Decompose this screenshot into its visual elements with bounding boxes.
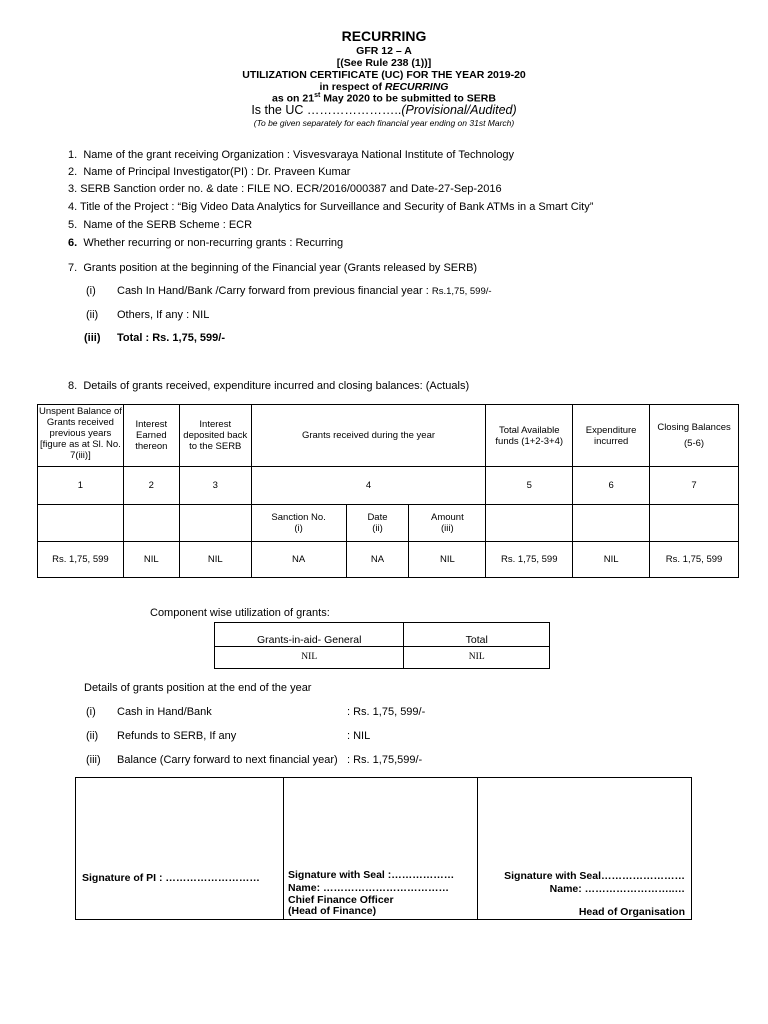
grants-table	[37, 404, 739, 578]
date-sup: st	[314, 92, 321, 99]
end-pos-i-label: Cash in Hand/Bank	[117, 706, 212, 718]
end-pos-ii-value: : NIL	[347, 730, 371, 742]
end-pos-iii-value: : Rs. 1,75,599/-	[347, 754, 423, 766]
table-row	[38, 542, 739, 578]
component-header-gia: Grants-in-aid- General	[215, 623, 404, 647]
end-pos-i-no: (i)	[86, 706, 96, 718]
item-2: 2. Name of Principal Investigator(PI) : Dr. Praveen Kumar	[68, 166, 351, 178]
table-cell: Rs. 1,75, 599	[486, 542, 573, 578]
grants-pos-iii: Total : Rs. 1,75, 599/-	[117, 332, 226, 344]
divider	[477, 778, 478, 919]
grants-pos-ii: Others, If any : NIL	[117, 309, 210, 321]
table-cell: NIL	[409, 542, 486, 578]
subheader-sanction: Sanction No. (i)	[251, 505, 346, 542]
table-cell: NIL	[573, 542, 650, 578]
col-number: 7	[650, 467, 739, 505]
col-number: 5	[486, 467, 573, 505]
signature-cfo-seal: Signature with Seal :………………	[288, 869, 455, 881]
table-cell: NIL	[123, 542, 179, 578]
signature-head-name: Name: ……………………..…	[549, 883, 685, 895]
is-uc-line	[0, 103, 768, 117]
end-pos-iii-no: (iii)	[86, 754, 101, 766]
note-line: (To be given separately for each financial year ending on 31st March)	[253, 118, 515, 128]
col-number: 3	[179, 467, 251, 505]
component-value-gia: NIL	[215, 647, 404, 669]
col-number: 4	[251, 467, 486, 505]
signature-cfo-title: Chief Finance Officer	[288, 894, 394, 906]
end-position-title: Details of grants position at the end of the year	[84, 682, 312, 694]
table-cell: NA	[346, 542, 409, 578]
table-cell: Rs. 1,75, 599	[650, 542, 739, 578]
item-8: 8. Details of grants received, expenditure incurred and closing balances: (Actuals)	[68, 380, 470, 392]
subheader-amount: Amount (iii)	[409, 505, 486, 542]
table-cell: NA	[251, 542, 346, 578]
table-cell: NIL	[179, 542, 251, 578]
component-value-total: NIL	[404, 647, 550, 669]
date-post: May 2020 to be submitted to SERB	[320, 92, 496, 105]
header-unspent-balance: Unspent Balance of Grants received previous years [figure as at Sl. No. 7(iii)]	[38, 405, 124, 467]
signature-head-seal: Signature with Seal……………………	[504, 870, 685, 882]
grants-pos-ii-no: (ii)	[86, 309, 99, 321]
table-cell: Rs. 1,75, 599	[38, 542, 124, 578]
respect-word: RECURRING	[384, 81, 449, 93]
header-interest-deposited: Interest deposited back to the SERB	[179, 405, 251, 467]
grants-pos-i-no: (i)	[86, 285, 96, 297]
rule-line: [(See Rule 238 (1))]	[336, 57, 432, 69]
signature-cfo-sub: (Head of Finance)	[288, 905, 377, 917]
item-5: 5. Name of the SERB Scheme : ECR	[68, 219, 253, 231]
component-table	[214, 622, 550, 669]
header-interest-earned: Interest Earned thereon	[123, 405, 179, 467]
signature-box	[75, 777, 692, 920]
end-pos-ii-label: Refunds to SERB, If any	[117, 730, 237, 742]
subheader-date: Date (ii)	[346, 505, 409, 542]
col-number: 6	[573, 467, 650, 505]
grants-pos-i: Cash In Hand/Bank /Carry forward from previous financial year : Rs.1,75, 599/-	[117, 285, 492, 297]
item-4: 4. Title of the Project : “Big Video Data Analytics for Surveillance and Security of Bank ATMs in a Smart City”	[68, 201, 594, 213]
component-header-total: Total	[404, 623, 550, 647]
end-pos-ii-no: (ii)	[86, 730, 99, 742]
signature-pi: Signature of PI : ………………………	[82, 872, 260, 884]
col-number: 1	[38, 467, 124, 505]
doc-title: RECURRING	[341, 28, 427, 44]
gfr-line: GFR 12 – A	[356, 45, 412, 57]
is-uc-italic: (Provisional/Audited)	[401, 103, 517, 117]
date-pre: as on 21	[272, 92, 315, 105]
signature-cfo-name: Name: ………………………………	[288, 882, 450, 894]
grants-pos-iii-no: (iii)	[84, 332, 101, 344]
item-3: 3. SERB Sanction order no. & date : FILE NO. ECR/2016/000387 and Date-27-Sep-2016	[68, 183, 502, 195]
component-title: Component wise utilization of grants:	[150, 607, 330, 619]
uc-year-line: UTILIZATION CERTIFICATE (UC) FOR THE YEAR 2019-20	[242, 69, 526, 81]
end-pos-i-value: : Rs. 1,75, 599/-	[347, 706, 426, 718]
header-total-available: Total Available funds (1+2-3+4)	[486, 405, 573, 467]
header-grants-received: Grants received during the year	[251, 405, 486, 467]
col-number: 2	[123, 467, 179, 505]
is-uc-text: Is the UC …………………..	[251, 103, 402, 117]
item-1: 1. Name of the grant receiving Organization : Visvesvaraya National Institute of Technology	[68, 149, 514, 161]
header-closing-balances: Closing Balances (5-6)	[650, 405, 739, 467]
header-expenditure: Expenditure incurred	[573, 405, 650, 467]
end-pos-iii-label: Balance (Carry forward to next financial year)	[117, 754, 338, 766]
signature-head-title: Head of Organisation	[578, 906, 685, 918]
item-7: 7. Grants position at the beginning of the Financial year (Grants released by SERB)	[68, 262, 478, 274]
respect-prefix: in respect of	[319, 81, 385, 93]
item-6: 6. Whether recurring or non-recurring grants : Recurring	[68, 237, 344, 249]
divider	[283, 778, 284, 919]
